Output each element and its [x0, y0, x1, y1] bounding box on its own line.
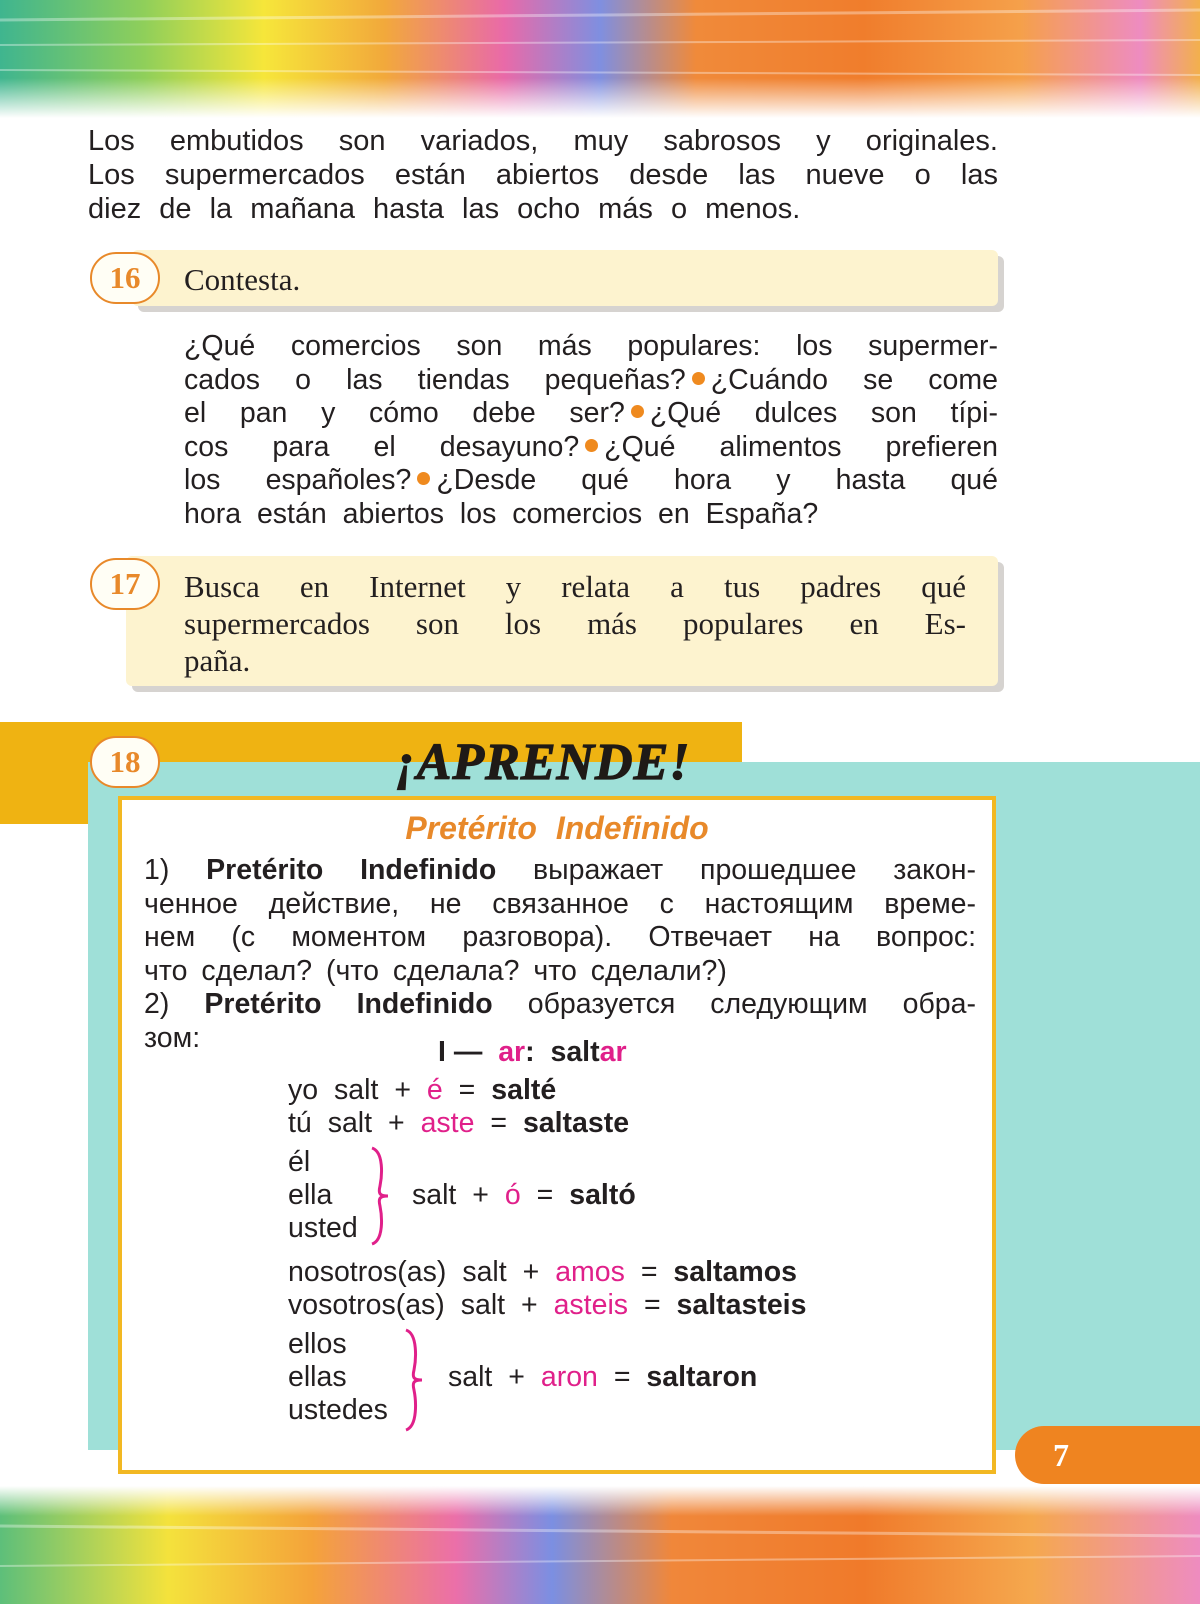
- rule-line: 2) Pretérito Indefinido образуется следующим обра-: [144, 988, 976, 1020]
- question-line: cos para el desayuno? ¿Qué alimentos prefieren: [184, 430, 998, 463]
- bullet-dot-icon: [631, 405, 644, 418]
- question-line: los españoles? ¿Desde qué hora y hasta qué: [184, 464, 999, 497]
- rule-line: зом:: [144, 1021, 201, 1054]
- rule-line: что сделал? (что сделала? что сделали?): [144, 954, 727, 987]
- intro-line: Los supermercados están abiertos desde las nueve o las: [88, 159, 998, 191]
- grammar-title: Pretérito Indefinido: [405, 810, 709, 846]
- conj-pronouns-plural: ellos ellas ustedes: [288, 1328, 388, 1426]
- top-decorative-band: [0, 0, 1200, 118]
- question-line: el pan y cómo debe ser? ¿Qué dulces son típi-: [184, 397, 998, 430]
- task17-line: paña.: [184, 643, 251, 678]
- brace-icon: [368, 1146, 392, 1246]
- conj-pronouns-singular: él ella usted: [288, 1146, 358, 1244]
- intro-line: Los embutidos son variados, muy sabrosos y originales.: [88, 125, 998, 157]
- intro-line: diez de la mañana hasta las ocho más o menos.: [88, 193, 801, 225]
- task16-number-badge: 16: [90, 252, 160, 304]
- task16-questions: [184, 330, 998, 532]
- question-line: cados o las tiendas pequeñas? ¿Cuándo se come: [184, 363, 998, 396]
- bullet-dot-icon: [692, 372, 705, 385]
- task16-title: Contesta.: [184, 262, 301, 297]
- bullet-dot-icon: [417, 472, 430, 485]
- bullet-dot-icon: [585, 439, 598, 452]
- task17-text: [184, 568, 966, 679]
- brace-icon: [402, 1328, 426, 1432]
- rule-line: нем (с моментом разговора). Отвечает на вопрос:: [144, 921, 976, 953]
- rule-line: 1) Pretérito Indefinido выражает прошедшее закон-: [144, 854, 976, 886]
- intro-paragraph: [88, 124, 998, 226]
- conj-row-el: salt + ó = saltó: [412, 1179, 636, 1211]
- task17-line: Busca en Internet y relata a tus padres qué: [184, 569, 966, 604]
- conj-row-tu: tú salt + aste = saltaste: [288, 1107, 630, 1139]
- conjugation-header: I — ar: saltar: [438, 1036, 627, 1068]
- conj-row-nosotros: nosotros(as) salt + amos = saltamos: [288, 1256, 797, 1288]
- task17-number-badge: 17: [90, 558, 160, 610]
- rule-1: [144, 854, 976, 988]
- conj-row-vosotros: vosotros(as) salt + asteis = saltasteis: [288, 1289, 807, 1321]
- question-line: hora están abiertos los comercios en España?: [184, 497, 819, 530]
- conj-row-yo: yo salt + é = salté: [288, 1074, 557, 1106]
- rule-line: ченное действие, не связанное с настоящим време-: [144, 887, 976, 920]
- task17-line: supermercados son los más populares en Es-: [184, 606, 966, 641]
- aprende-banner-title: ¡APRENDE!: [395, 734, 691, 791]
- bottom-decorative-band: [0, 1486, 1200, 1604]
- question-line: ¿Qué comercios son más populares: los supermer-: [184, 330, 998, 362]
- task18-number-badge: 18: [90, 736, 160, 788]
- conj-row-ellos: salt + aron = saltaron: [448, 1361, 758, 1393]
- page-number: 7: [1015, 1426, 1200, 1484]
- grammar-box: [118, 796, 996, 1474]
